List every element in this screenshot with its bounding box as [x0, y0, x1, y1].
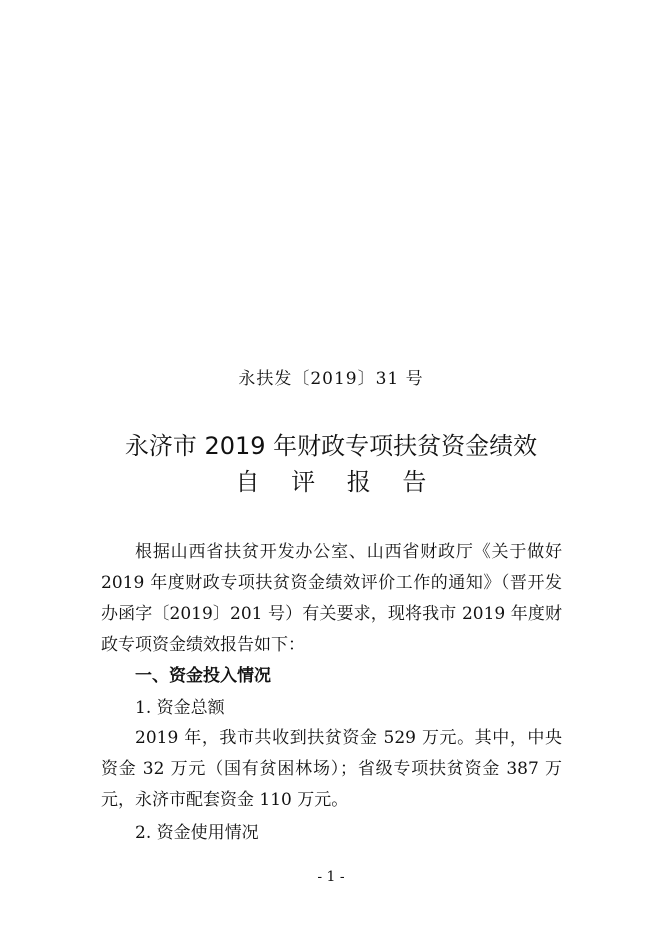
document-number: 永扶发〔2019〕31 号	[238, 369, 424, 389]
subheading-total-funds: 1. 资金总额	[135, 698, 225, 718]
subheading-fund-usage: 2. 资金使用情况	[135, 823, 259, 843]
total-funds-paragraph: 2019 年，我市共收到扶贫资金 529 万元。其中，中央资金 32 万元（国有贫困林场）；省级专项扶贫资金 387 万元，永济市配套资金 110 万元。	[101, 728, 562, 810]
report-title-line-1: 永济市 2019 年财政专项扶贫资金绩效	[124, 432, 538, 460]
intro-paragraph: 根据山西省扶贫开发办公室、山西省财政厅《关于做好2019 年度财政专项扶贫资金绩效评价工作的通知》（晋开发办函字〔2019〕201 号）有关要求，现将我市 2019 年度财政专项资金绩效报告如下：	[101, 542, 562, 655]
section-heading-funding-input: 一、资金投入情况	[135, 666, 271, 686]
report-title-line-2: 自 评 报 告	[235, 468, 439, 496]
page-number: - 1 -	[317, 869, 345, 885]
